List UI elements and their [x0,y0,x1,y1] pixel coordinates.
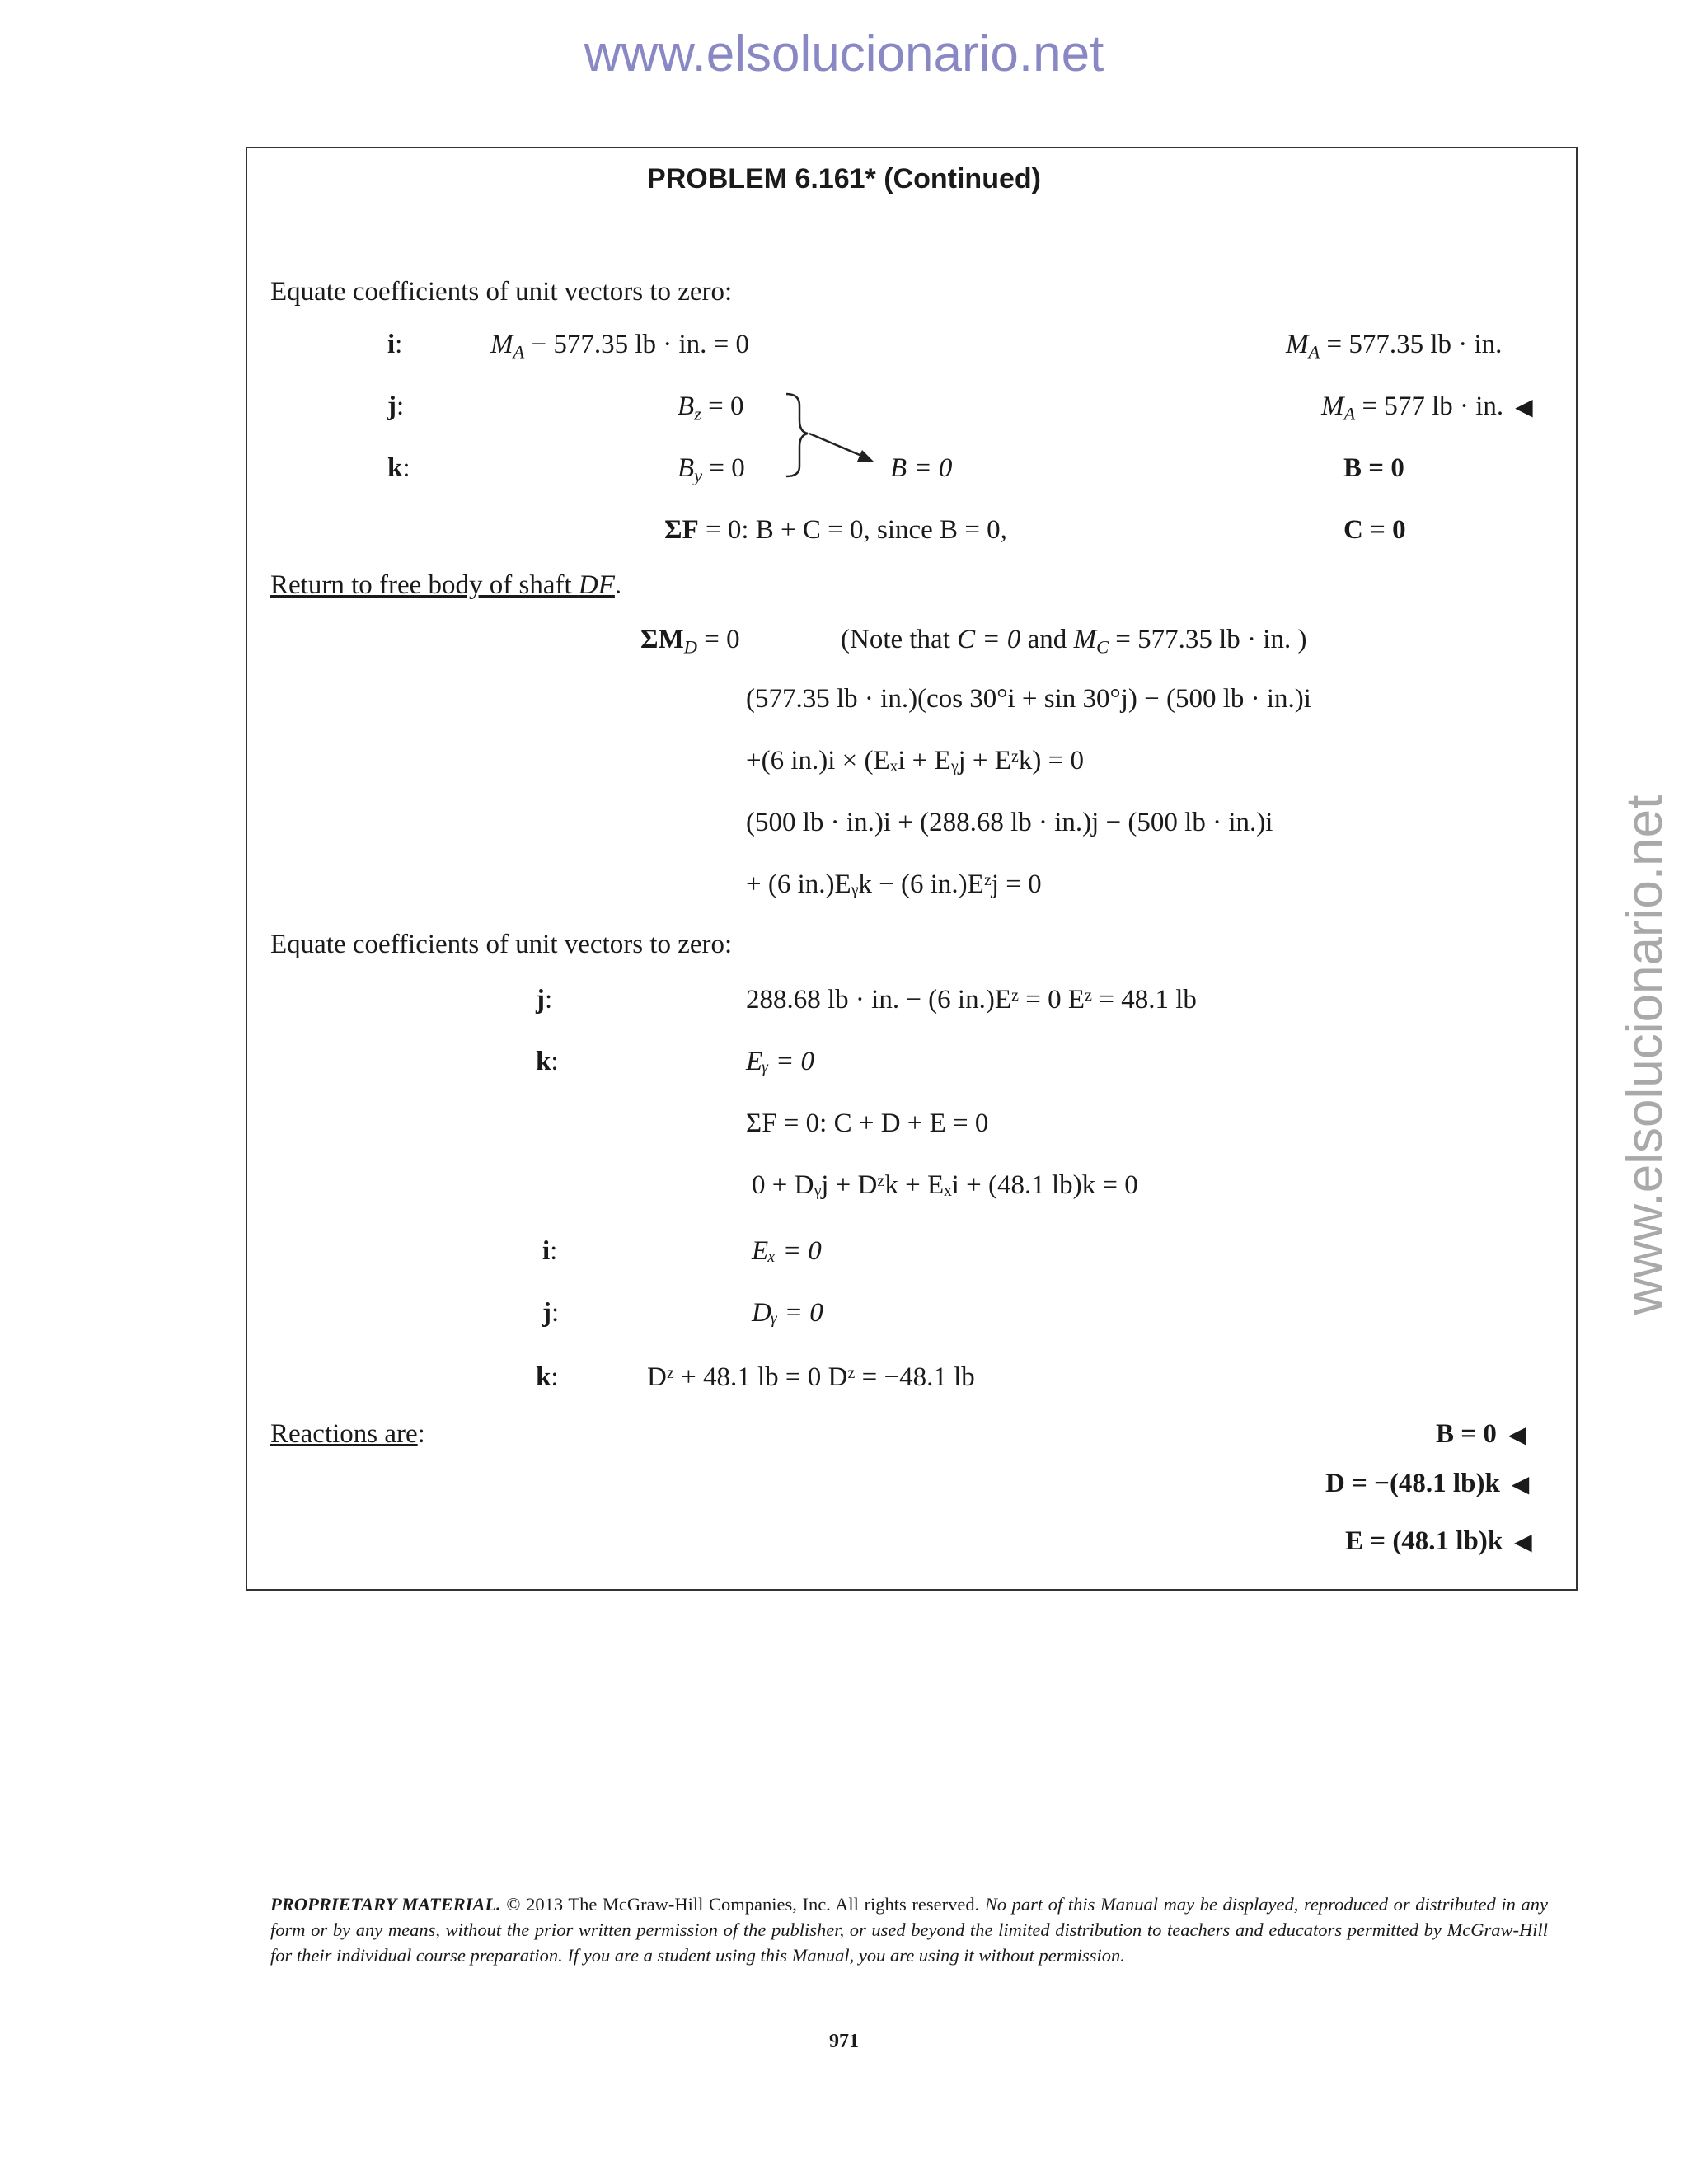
moment-line-3: (500 lb · in.)i + (288.68 lb · in.)j − (500 lb · in.)i [746,808,1273,837]
answer-marker-icon: ◀ [1514,1530,1532,1555]
eq-dy: Dᵧ = 0 [752,1298,823,1328]
intro-1: Equate coefficients of unit vectors to zero: [270,277,733,307]
intro-2: Equate coefficients of unit vectors to zero: [270,930,733,959]
eq-j: $B_z = 0$ [678,391,744,424]
watermark-top[interactable]: www.elsolucionario.net [584,26,1104,82]
label-k-3: k: [536,1362,559,1392]
copyright-footer: PROPRIETARY MATERIAL. © 2013 The McGraw-Hill Companies, Inc. All rights reserved. No part of this Manual may be displayed, reproduced or distributed in any form or by any means, without the prior written permission of the publisher, or used beyond the limited distribution to teachers and educators permitted by McGraw-Hill for their individual course preparation. If you are a student using this Manual, you are using it without permission. [270,1894,1548,1966]
sum-line: 0 + Dᵧj + Dᶻk + Eₓi + (48.1 lb)k = 0 [752,1170,1138,1200]
sum-f-2: ΣF = 0: C + D + E = 0 [746,1108,989,1138]
eq-ez: 288.68 lb · in. − (6 in.)Eᶻ = 0 Eᶻ = 48.1 lb [746,985,1197,1015]
sum-f-1: ΣF = 0: B + C = 0, since B = 0, [664,515,1007,545]
result-c: C = 0 [1343,515,1406,545]
reaction-d: D = −(48.1 lb)k ◀ [1325,1469,1530,1498]
note: (Note that C = 0 and $M_C = 577.35$ lb · in. ) [841,625,1307,658]
answer-marker-icon: ◀ [1511,1472,1530,1497]
answer-marker-icon: ◀ [1507,1422,1526,1448]
result-ma-rounded: $M_A = 577$ lb · in. ◀ [1321,391,1533,424]
moment-line-1: (577.35 lb · in.)(cos 30°i + sin 30°j) − (500 lb · in.)i [746,684,1311,714]
label-j-3: j: [542,1298,560,1328]
reaction-e: E = (48.1 lb)k ◀ [1345,1526,1532,1556]
label-i-3: i: [542,1236,558,1266]
label-k-2: k: [536,1047,559,1076]
answer-marker-icon: ◀ [1515,395,1533,420]
eq-k: $B_y = 0$ [678,453,745,486]
label-j: j: [387,391,405,421]
sum-md: $\Sigma M_D = 0$ [640,625,740,658]
result-ma: $M_A = 577.35$ lb · in. [1286,330,1503,363]
page-title: PROBLEM 6.161* (Continued) [647,163,1041,194]
label-k: k: [387,453,410,483]
eq-i: $M_A - 577.35$ lb · in. = 0 [490,330,750,363]
moment-line-2: +(6 in.)i × (Eₓi + Eᵧj + Eᶻk) = 0 [746,746,1085,776]
b-equals-zero: B = 0 [890,453,953,483]
section-heading-df: Return to free body of shaft DF. [270,570,622,600]
eq-dz: Dᶻ + 48.1 lb = 0 Dᶻ = −48.1 lb [647,1362,975,1392]
watermark-side[interactable]: www.elsolucionario.net [1616,794,1673,1315]
eq-ex: Eₓ = 0 [752,1236,822,1266]
reactions-label: Reactions are: [270,1419,425,1449]
label-j-2: j: [536,985,553,1015]
brace-arrow-icon [783,389,882,484]
reaction-b: B = 0 ◀ [1436,1419,1526,1449]
page-number: 971 [829,2031,859,2052]
label-i: i: [387,330,403,359]
eq-ey: Eᵧ = 0 [746,1047,815,1076]
result-b: B = 0 [1343,453,1404,483]
moment-line-4: + (6 in.)Eᵧk − (6 in.)Eᶻj = 0 [746,869,1042,899]
